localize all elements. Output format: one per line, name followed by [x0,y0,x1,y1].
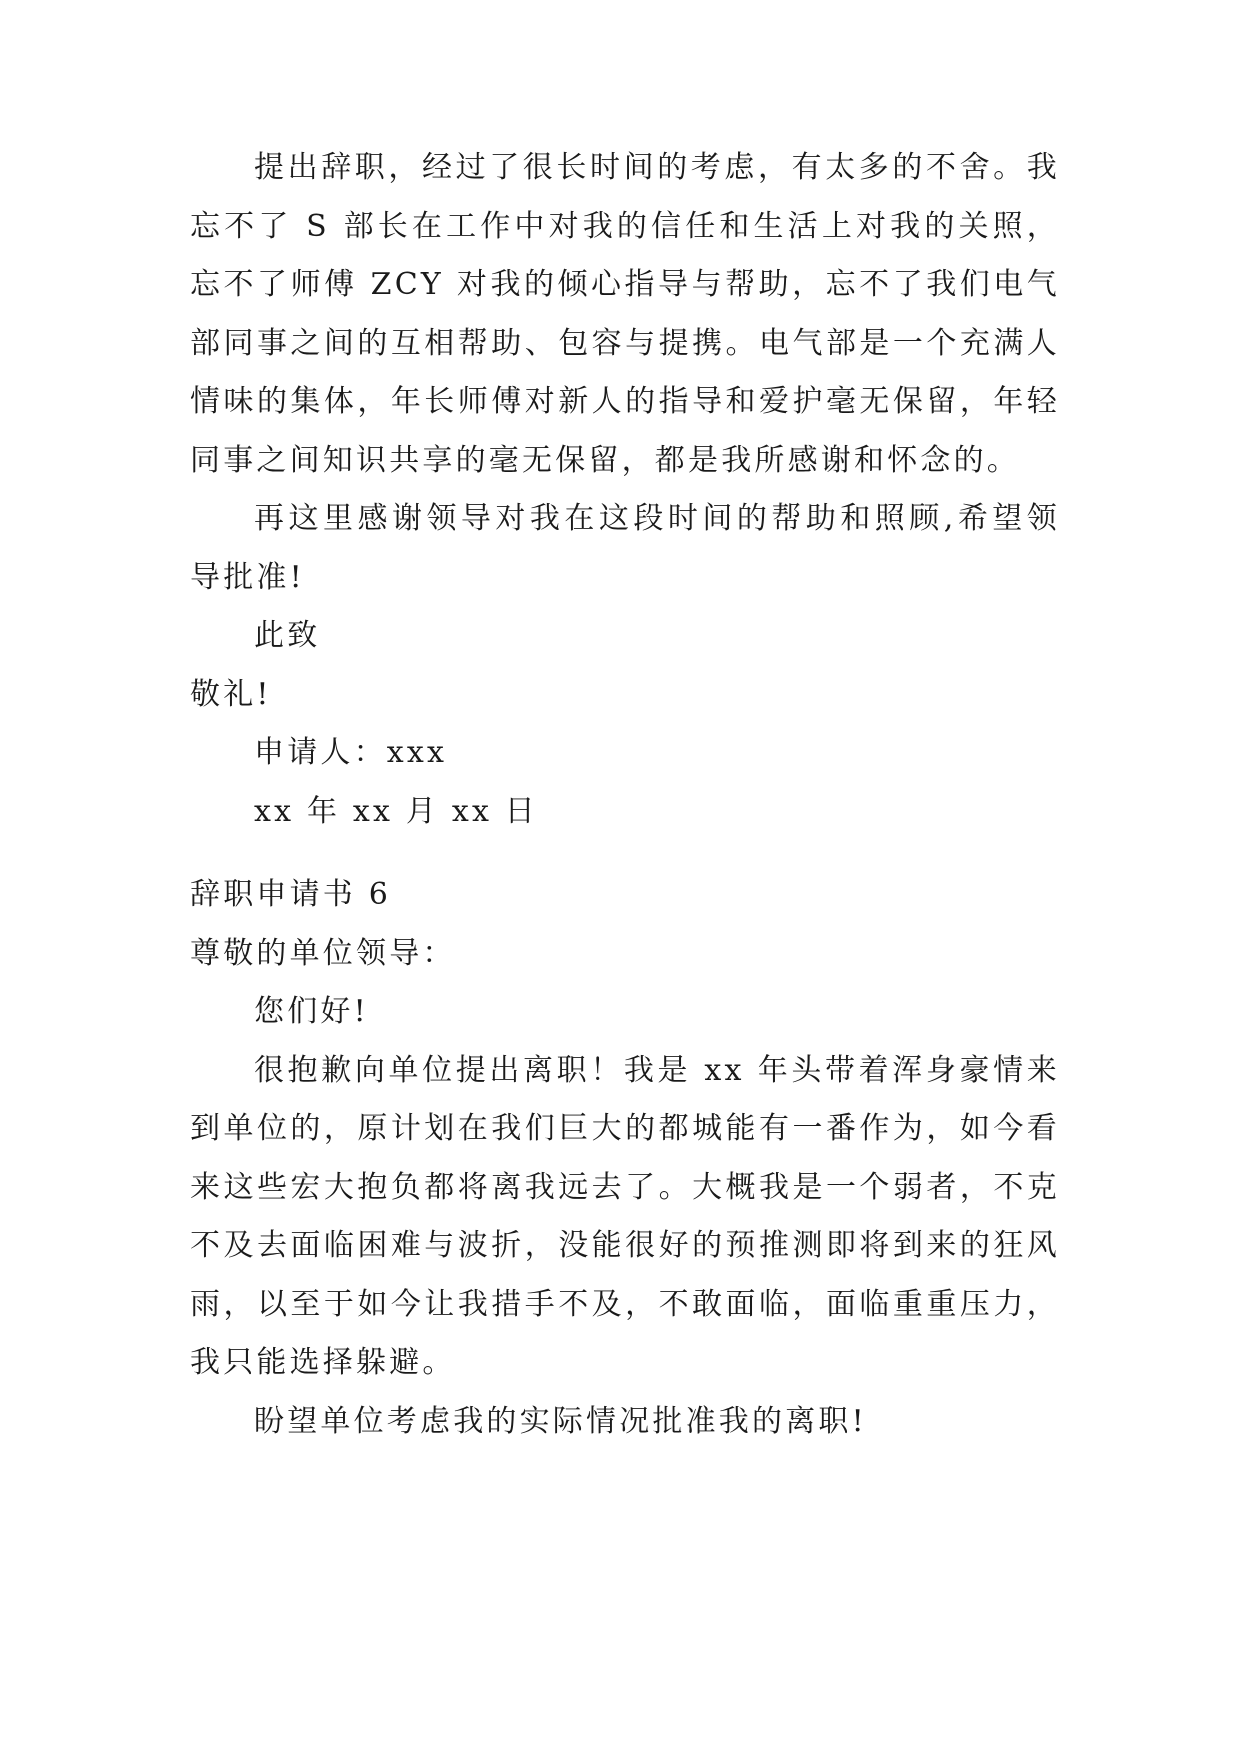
greeting-line: 您们好! [254,994,369,1029]
letter-body-section-1 [190,139,1060,841]
letter-body-section-2 [190,866,1060,1451]
applicant-signature: 申请人：xxx [254,735,448,770]
paragraph-thanks: 再这里感谢领导对我在这段时间的帮助和照顾,希望领导批准! [190,501,1060,595]
document-title: 辞职申请书 6 [190,877,392,912]
signature-date: xx 年 xx 月 xx 日 [254,793,538,829]
closing-phrase: 此致 [254,618,321,653]
paragraph-request: 盼望单位考虑我的实际情况批准我的离职! [254,1403,867,1439]
recipient-line: 尊敬的单位领导： [190,935,456,971]
paragraph-farewell: 提出辞职，经过了很长时间的考虑，有太多的不舍。我忘不了 S 部长在工作中对我的信任和生活上对我的关照，忘不了师傅 ZCY 对我的倾心指导与帮助，忘不了我们电气部同事之间的互相帮助、包容与提携。电气部是一个充满人情味的集体，年长师傅对新人的指导和爱护毫无保留，年轻同事之间知识共享的毫无保留，都是我所感谢和怀念的。 [190,150,1060,478]
paragraph-resignation-reason: 很抱歉向单位提出离职！我是 xx 年头带着浑身豪情来到单位的，原计划在我们巨大的都城能有一番作为，如今看来这些宏大抱负都将离我远去了。大概我是一个弱者，不克不及去面临困难与波折，没能很好的预推测即将到来的狂风雨，以至于如今让我措手不及，不敢面临，面临重重压力，我只能选择躲避。 [190,1052,1061,1380]
salutation: 敬礼! [190,676,272,712]
